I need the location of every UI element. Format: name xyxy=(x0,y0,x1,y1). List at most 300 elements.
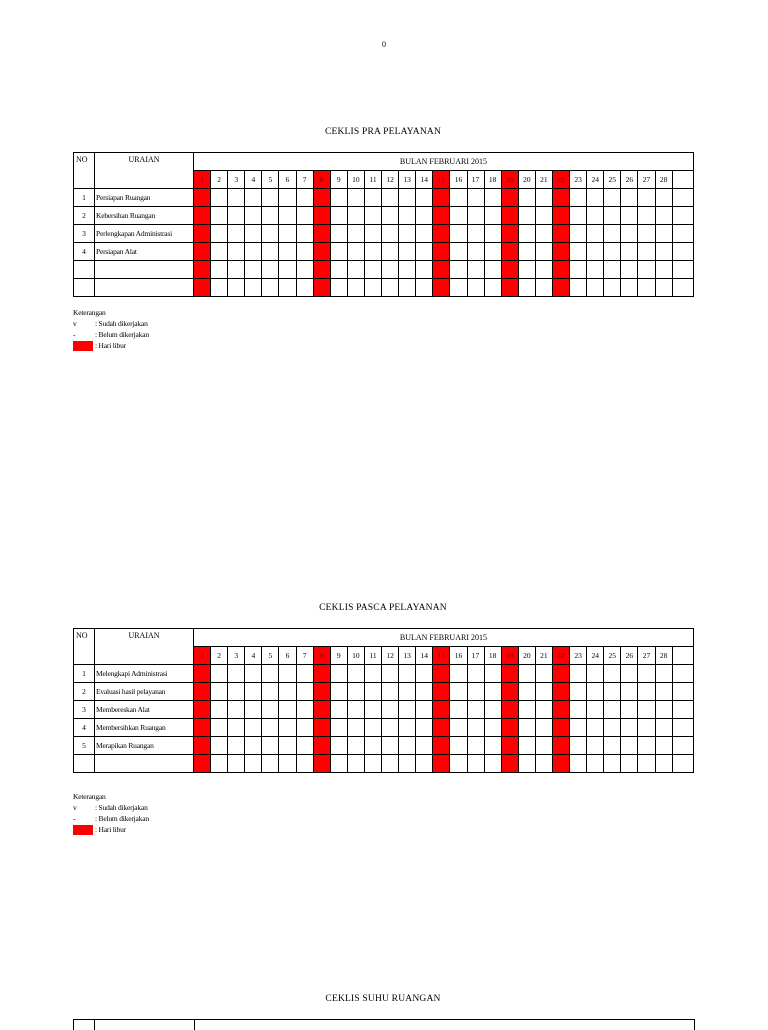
check-cell[interactable] xyxy=(604,207,621,225)
check-cell[interactable] xyxy=(330,719,347,737)
check-cell[interactable] xyxy=(638,683,655,701)
check-cell[interactable] xyxy=(552,737,569,755)
check-cell[interactable] xyxy=(552,243,569,261)
check-cell[interactable] xyxy=(484,665,501,683)
check-cell[interactable] xyxy=(330,261,347,279)
check-cell[interactable] xyxy=(467,261,484,279)
check-cell[interactable] xyxy=(399,755,416,773)
check-cell[interactable] xyxy=(296,665,313,683)
check-cell[interactable] xyxy=(416,189,433,207)
check-cell[interactable] xyxy=(570,683,587,701)
check-cell[interactable] xyxy=(347,665,364,683)
check-cell[interactable] xyxy=(450,261,467,279)
check-cell[interactable] xyxy=(467,243,484,261)
check-cell[interactable] xyxy=(433,719,450,737)
check-cell[interactable] xyxy=(604,755,621,773)
check-cell[interactable] xyxy=(364,737,381,755)
check-cell[interactable] xyxy=(228,665,245,683)
check-cell[interactable] xyxy=(467,683,484,701)
check-cell[interactable] xyxy=(604,225,621,243)
check-cell[interactable] xyxy=(211,665,228,683)
check-cell[interactable] xyxy=(416,225,433,243)
check-cell[interactable] xyxy=(330,225,347,243)
check-cell[interactable] xyxy=(347,719,364,737)
check-cell[interactable] xyxy=(347,279,364,297)
check-cell[interactable] xyxy=(245,755,262,773)
check-cell[interactable] xyxy=(484,755,501,773)
check-cell[interactable] xyxy=(655,279,672,297)
check-cell[interactable] xyxy=(552,207,569,225)
check-cell[interactable] xyxy=(228,719,245,737)
check-cell[interactable] xyxy=(245,665,262,683)
check-cell[interactable] xyxy=(655,737,672,755)
check-cell[interactable] xyxy=(211,225,228,243)
check-cell[interactable] xyxy=(604,719,621,737)
check-cell[interactable] xyxy=(382,243,399,261)
check-cell[interactable] xyxy=(262,189,279,207)
check-cell[interactable] xyxy=(467,701,484,719)
check-cell[interactable] xyxy=(467,737,484,755)
check-cell[interactable] xyxy=(433,243,450,261)
check-cell[interactable] xyxy=(364,261,381,279)
check-cell[interactable] xyxy=(194,719,211,737)
check-cell[interactable] xyxy=(313,683,330,701)
check-cell[interactable] xyxy=(262,701,279,719)
check-cell[interactable] xyxy=(501,189,518,207)
check-cell[interactable] xyxy=(194,701,211,719)
check-cell[interactable] xyxy=(535,701,552,719)
check-cell[interactable] xyxy=(296,207,313,225)
check-cell[interactable] xyxy=(518,755,535,773)
check-cell[interactable] xyxy=(194,683,211,701)
check-cell[interactable] xyxy=(535,737,552,755)
check-cell[interactable] xyxy=(655,243,672,261)
check-cell[interactable] xyxy=(450,243,467,261)
check-cell[interactable] xyxy=(535,225,552,243)
check-cell[interactable] xyxy=(638,665,655,683)
check-cell[interactable] xyxy=(433,261,450,279)
check-cell[interactable] xyxy=(279,719,296,737)
check-cell[interactable] xyxy=(604,243,621,261)
check-cell[interactable] xyxy=(552,279,569,297)
check-cell[interactable] xyxy=(262,261,279,279)
check-cell[interactable] xyxy=(467,279,484,297)
check-cell[interactable] xyxy=(433,189,450,207)
check-cell[interactable] xyxy=(399,279,416,297)
check-cell[interactable] xyxy=(382,189,399,207)
check-cell[interactable] xyxy=(655,755,672,773)
check-cell[interactable] xyxy=(399,261,416,279)
check-cell[interactable] xyxy=(552,225,569,243)
check-cell[interactable] xyxy=(587,261,604,279)
check-cell[interactable] xyxy=(347,261,364,279)
check-cell[interactable] xyxy=(330,755,347,773)
check-cell[interactable] xyxy=(382,665,399,683)
check-cell[interactable] xyxy=(279,261,296,279)
check-cell[interactable] xyxy=(262,225,279,243)
check-cell[interactable] xyxy=(313,665,330,683)
check-cell[interactable] xyxy=(228,701,245,719)
check-cell[interactable] xyxy=(621,189,638,207)
check-cell[interactable] xyxy=(194,665,211,683)
check-cell[interactable] xyxy=(518,243,535,261)
check-cell[interactable] xyxy=(655,189,672,207)
check-cell[interactable] xyxy=(211,719,228,737)
check-cell[interactable] xyxy=(621,701,638,719)
check-cell[interactable] xyxy=(228,261,245,279)
check-cell[interactable] xyxy=(364,719,381,737)
check-cell[interactable] xyxy=(552,189,569,207)
check-cell[interactable] xyxy=(638,189,655,207)
check-cell[interactable] xyxy=(484,279,501,297)
check-cell[interactable] xyxy=(245,207,262,225)
check-cell[interactable] xyxy=(194,261,211,279)
check-cell[interactable] xyxy=(330,737,347,755)
check-cell[interactable] xyxy=(211,189,228,207)
check-cell[interactable] xyxy=(450,737,467,755)
check-cell[interactable] xyxy=(296,189,313,207)
check-cell[interactable] xyxy=(467,225,484,243)
check-cell[interactable] xyxy=(621,665,638,683)
check-cell[interactable] xyxy=(433,683,450,701)
check-cell[interactable] xyxy=(621,737,638,755)
check-cell[interactable] xyxy=(467,207,484,225)
check-cell[interactable] xyxy=(399,189,416,207)
check-cell[interactable] xyxy=(501,207,518,225)
check-cell[interactable] xyxy=(552,665,569,683)
check-cell[interactable] xyxy=(296,719,313,737)
check-cell[interactable] xyxy=(621,719,638,737)
check-cell[interactable] xyxy=(416,279,433,297)
check-cell[interactable] xyxy=(313,189,330,207)
check-cell[interactable] xyxy=(211,207,228,225)
check-cell[interactable] xyxy=(416,701,433,719)
check-cell[interactable] xyxy=(518,189,535,207)
check-cell[interactable] xyxy=(638,719,655,737)
check-cell[interactable] xyxy=(518,683,535,701)
check-cell[interactable] xyxy=(552,261,569,279)
check-cell[interactable] xyxy=(399,207,416,225)
check-cell[interactable] xyxy=(364,701,381,719)
check-cell[interactable] xyxy=(570,261,587,279)
check-cell[interactable] xyxy=(296,261,313,279)
check-cell[interactable] xyxy=(535,261,552,279)
check-cell[interactable] xyxy=(484,719,501,737)
check-cell[interactable] xyxy=(228,755,245,773)
check-cell[interactable] xyxy=(364,665,381,683)
check-cell[interactable] xyxy=(228,207,245,225)
check-cell[interactable] xyxy=(399,701,416,719)
check-cell[interactable] xyxy=(364,683,381,701)
check-cell[interactable] xyxy=(484,683,501,701)
check-cell[interactable] xyxy=(570,755,587,773)
check-cell[interactable] xyxy=(382,225,399,243)
check-cell[interactable] xyxy=(296,225,313,243)
check-cell[interactable] xyxy=(433,665,450,683)
check-cell[interactable] xyxy=(450,719,467,737)
check-cell[interactable] xyxy=(621,261,638,279)
check-cell[interactable] xyxy=(313,755,330,773)
check-cell[interactable] xyxy=(518,225,535,243)
check-cell[interactable] xyxy=(450,225,467,243)
check-cell[interactable] xyxy=(518,737,535,755)
check-cell[interactable] xyxy=(655,701,672,719)
check-cell[interactable] xyxy=(245,683,262,701)
check-cell[interactable] xyxy=(484,261,501,279)
check-cell[interactable] xyxy=(433,737,450,755)
check-cell[interactable] xyxy=(330,279,347,297)
check-cell[interactable] xyxy=(262,207,279,225)
check-cell[interactable] xyxy=(194,225,211,243)
check-cell[interactable] xyxy=(245,701,262,719)
check-cell[interactable] xyxy=(416,737,433,755)
check-cell[interactable] xyxy=(570,719,587,737)
check-cell[interactable] xyxy=(279,683,296,701)
check-cell[interactable] xyxy=(501,665,518,683)
check-cell[interactable] xyxy=(587,207,604,225)
check-cell[interactable] xyxy=(484,701,501,719)
check-cell[interactable] xyxy=(655,207,672,225)
check-cell[interactable] xyxy=(535,243,552,261)
check-cell[interactable] xyxy=(330,683,347,701)
check-cell[interactable] xyxy=(655,225,672,243)
check-cell[interactable] xyxy=(621,683,638,701)
check-cell[interactable] xyxy=(587,701,604,719)
check-cell[interactable] xyxy=(382,719,399,737)
check-cell[interactable] xyxy=(655,683,672,701)
check-cell[interactable] xyxy=(279,279,296,297)
check-cell[interactable] xyxy=(347,243,364,261)
check-cell[interactable] xyxy=(330,207,347,225)
check-cell[interactable] xyxy=(382,701,399,719)
check-cell[interactable] xyxy=(501,701,518,719)
check-cell[interactable] xyxy=(313,261,330,279)
check-cell[interactable] xyxy=(330,701,347,719)
check-cell[interactable] xyxy=(211,755,228,773)
check-cell[interactable] xyxy=(552,719,569,737)
check-cell[interactable] xyxy=(484,225,501,243)
check-cell[interactable] xyxy=(467,755,484,773)
check-cell[interactable] xyxy=(347,737,364,755)
check-cell[interactable] xyxy=(416,207,433,225)
check-cell[interactable] xyxy=(364,189,381,207)
check-cell[interactable] xyxy=(194,189,211,207)
check-cell[interactable] xyxy=(382,755,399,773)
check-cell[interactable] xyxy=(638,207,655,225)
check-cell[interactable] xyxy=(416,243,433,261)
check-cell[interactable] xyxy=(228,225,245,243)
check-cell[interactable] xyxy=(364,755,381,773)
check-cell[interactable] xyxy=(279,665,296,683)
check-cell[interactable] xyxy=(382,737,399,755)
check-cell[interactable] xyxy=(364,243,381,261)
check-cell[interactable] xyxy=(399,665,416,683)
check-cell[interactable] xyxy=(638,737,655,755)
check-cell[interactable] xyxy=(501,683,518,701)
check-cell[interactable] xyxy=(313,243,330,261)
check-cell[interactable] xyxy=(433,701,450,719)
check-cell[interactable] xyxy=(604,737,621,755)
check-cell[interactable] xyxy=(416,665,433,683)
check-cell[interactable] xyxy=(450,207,467,225)
check-cell[interactable] xyxy=(330,189,347,207)
check-cell[interactable] xyxy=(347,207,364,225)
check-cell[interactable] xyxy=(399,683,416,701)
check-cell[interactable] xyxy=(347,755,364,773)
check-cell[interactable] xyxy=(535,207,552,225)
check-cell[interactable] xyxy=(262,243,279,261)
check-cell[interactable] xyxy=(621,243,638,261)
check-cell[interactable] xyxy=(638,755,655,773)
check-cell[interactable] xyxy=(570,665,587,683)
check-cell[interactable] xyxy=(296,755,313,773)
check-cell[interactable] xyxy=(552,683,569,701)
check-cell[interactable] xyxy=(604,683,621,701)
check-cell[interactable] xyxy=(416,719,433,737)
check-cell[interactable] xyxy=(450,701,467,719)
check-cell[interactable] xyxy=(211,701,228,719)
check-cell[interactable] xyxy=(262,737,279,755)
check-cell[interactable] xyxy=(604,189,621,207)
check-cell[interactable] xyxy=(433,207,450,225)
check-cell[interactable] xyxy=(450,189,467,207)
check-cell[interactable] xyxy=(638,225,655,243)
check-cell[interactable] xyxy=(501,755,518,773)
check-cell[interactable] xyxy=(552,755,569,773)
check-cell[interactable] xyxy=(228,683,245,701)
check-cell[interactable] xyxy=(245,737,262,755)
check-cell[interactable] xyxy=(467,665,484,683)
check-cell[interactable] xyxy=(364,279,381,297)
check-cell[interactable] xyxy=(228,189,245,207)
check-cell[interactable] xyxy=(535,683,552,701)
check-cell[interactable] xyxy=(587,755,604,773)
check-cell[interactable] xyxy=(279,737,296,755)
check-cell[interactable] xyxy=(570,701,587,719)
check-cell[interactable] xyxy=(450,755,467,773)
check-cell[interactable] xyxy=(587,665,604,683)
check-cell[interactable] xyxy=(211,737,228,755)
check-cell[interactable] xyxy=(313,701,330,719)
check-cell[interactable] xyxy=(570,207,587,225)
check-cell[interactable] xyxy=(245,261,262,279)
check-cell[interactable] xyxy=(245,719,262,737)
check-cell[interactable] xyxy=(484,737,501,755)
check-cell[interactable] xyxy=(279,755,296,773)
check-cell[interactable] xyxy=(604,261,621,279)
check-cell[interactable] xyxy=(621,207,638,225)
check-cell[interactable] xyxy=(501,225,518,243)
check-cell[interactable] xyxy=(245,189,262,207)
check-cell[interactable] xyxy=(604,279,621,297)
check-cell[interactable] xyxy=(347,701,364,719)
check-cell[interactable] xyxy=(364,225,381,243)
check-cell[interactable] xyxy=(655,261,672,279)
check-cell[interactable] xyxy=(313,737,330,755)
check-cell[interactable] xyxy=(570,279,587,297)
check-cell[interactable] xyxy=(587,225,604,243)
check-cell[interactable] xyxy=(313,207,330,225)
check-cell[interactable] xyxy=(484,207,501,225)
check-cell[interactable] xyxy=(535,719,552,737)
check-cell[interactable] xyxy=(347,225,364,243)
check-cell[interactable] xyxy=(501,719,518,737)
check-cell[interactable] xyxy=(296,737,313,755)
check-cell[interactable] xyxy=(194,279,211,297)
check-cell[interactable] xyxy=(587,243,604,261)
check-cell[interactable] xyxy=(467,719,484,737)
check-cell[interactable] xyxy=(518,665,535,683)
check-cell[interactable] xyxy=(570,189,587,207)
check-cell[interactable] xyxy=(330,243,347,261)
check-cell[interactable] xyxy=(433,755,450,773)
check-cell[interactable] xyxy=(450,279,467,297)
check-cell[interactable] xyxy=(296,701,313,719)
check-cell[interactable] xyxy=(194,737,211,755)
check-cell[interactable] xyxy=(604,665,621,683)
check-cell[interactable] xyxy=(211,243,228,261)
check-cell[interactable] xyxy=(587,279,604,297)
check-cell[interactable] xyxy=(518,701,535,719)
check-cell[interactable] xyxy=(535,755,552,773)
check-cell[interactable] xyxy=(638,279,655,297)
check-cell[interactable] xyxy=(313,279,330,297)
check-cell[interactable] xyxy=(433,279,450,297)
check-cell[interactable] xyxy=(194,755,211,773)
check-cell[interactable] xyxy=(604,701,621,719)
check-cell[interactable] xyxy=(621,755,638,773)
check-cell[interactable] xyxy=(570,737,587,755)
check-cell[interactable] xyxy=(279,189,296,207)
check-cell[interactable] xyxy=(211,261,228,279)
check-cell[interactable] xyxy=(262,755,279,773)
check-cell[interactable] xyxy=(518,261,535,279)
check-cell[interactable] xyxy=(399,737,416,755)
check-cell[interactable] xyxy=(279,701,296,719)
check-cell[interactable] xyxy=(194,243,211,261)
check-cell[interactable] xyxy=(347,683,364,701)
check-cell[interactable] xyxy=(347,189,364,207)
check-cell[interactable] xyxy=(330,665,347,683)
check-cell[interactable] xyxy=(501,737,518,755)
check-cell[interactable] xyxy=(638,701,655,719)
check-cell[interactable] xyxy=(245,243,262,261)
check-cell[interactable] xyxy=(382,207,399,225)
check-cell[interactable] xyxy=(450,665,467,683)
check-cell[interactable] xyxy=(655,719,672,737)
check-cell[interactable] xyxy=(382,279,399,297)
check-cell[interactable] xyxy=(501,261,518,279)
check-cell[interactable] xyxy=(552,701,569,719)
check-cell[interactable] xyxy=(211,279,228,297)
check-cell[interactable] xyxy=(535,189,552,207)
check-cell[interactable] xyxy=(228,243,245,261)
check-cell[interactable] xyxy=(535,665,552,683)
check-cell[interactable] xyxy=(279,225,296,243)
check-cell[interactable] xyxy=(587,189,604,207)
check-cell[interactable] xyxy=(638,243,655,261)
check-cell[interactable] xyxy=(416,683,433,701)
check-cell[interactable] xyxy=(501,243,518,261)
check-cell[interactable] xyxy=(621,225,638,243)
check-cell[interactable] xyxy=(433,225,450,243)
check-cell[interactable] xyxy=(587,737,604,755)
check-cell[interactable] xyxy=(501,279,518,297)
check-cell[interactable] xyxy=(245,225,262,243)
check-cell[interactable] xyxy=(228,279,245,297)
check-cell[interactable] xyxy=(518,279,535,297)
check-cell[interactable] xyxy=(484,189,501,207)
